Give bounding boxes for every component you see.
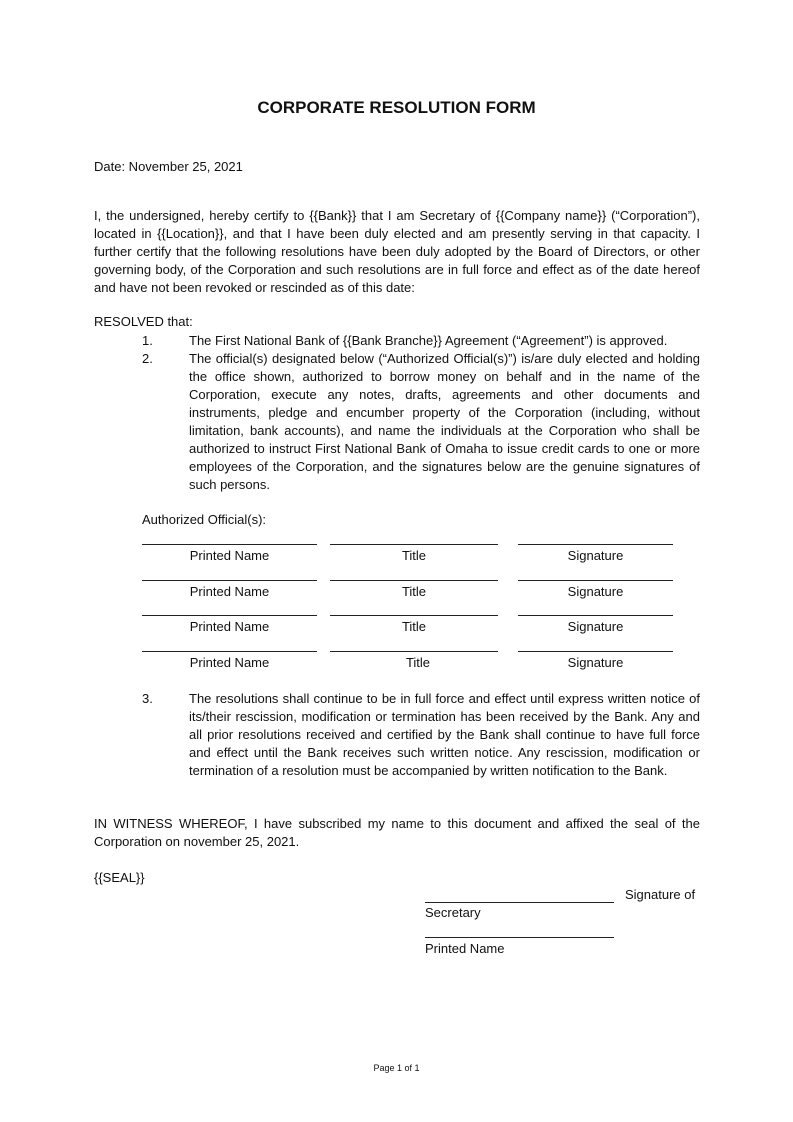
witness-paragraph: IN WITNESS WHEREOF, I have subscribed my name to this document and affixed the seal of the Corporation on november 25, 2021. [94,816,700,849]
secretary-label: Secretary [425,905,481,920]
item-text: The First National Bank of {{Bank Branche}} Agreement (“Agreement”) is approved. [189,333,668,348]
signature-line [330,544,498,545]
signature-line [518,544,673,545]
signature-row [0,580,793,616]
page-footer: Page 1 of 1 [373,1063,420,1073]
title-label: Title [401,584,427,599]
secretary-signature-line [425,902,614,903]
signature-row [0,544,793,580]
item-number: 1. [142,333,153,348]
authorized-officials-label: Authorized Official(s): [142,512,267,527]
title-label: Title [405,655,431,670]
page-title: CORPORATE RESOLUTION FORM [257,98,536,117]
signature-row [0,615,793,651]
secretary-printed-name-label: Printed Name [425,941,505,956]
signature-line [142,651,317,652]
signature-of-label: Signature of [625,887,696,902]
date-line: Date: November 25, 2021 [94,159,243,174]
signature-line [142,615,317,616]
signature-line [518,651,673,652]
signature-row [0,651,793,687]
printed-name-label: Printed Name [189,619,270,634]
seal-placeholder: {{SEAL}} [94,870,145,885]
signature-line [330,580,498,581]
item-number: 2. [142,351,153,366]
signature-label: Signature [567,619,624,634]
signature-line [518,615,673,616]
printed-name-label: Printed Name [189,584,270,599]
signature-line [518,580,673,581]
item-number: 3. [142,691,153,706]
title-label: Title [401,548,427,563]
signature-line [330,651,498,652]
signature-label: Signature [567,548,624,563]
signature-line [330,615,498,616]
item-text: The resolutions shall continue to be in full force and effect until express written notice of its/their rescission, modification or termination has been received by the Bank. Any and all prior resolutions received and certified by the Bank shall continue to have full force and effect until the Bank receives such written notice. Any rescission, modification or termination of a resolution must be accompanied by written notification to the Bank. [189,691,700,778]
resolved-heading: RESOLVED that: [94,314,193,329]
printed-name-label: Printed Name [189,655,270,670]
printed-name-line [425,937,614,938]
title-label: Title [401,619,427,634]
signature-line [142,544,317,545]
signature-label: Signature [567,584,624,599]
printed-name-label: Printed Name [189,548,270,563]
signature-label: Signature [567,655,624,670]
item-text: The official(s) designated below (“Authorized Official(s)”) is/are duly elected and holding the office shown, authorized to borrow money on behalf and in the name of the Corporation, execute any notes, drafts, agreements and other documents and instruments, pledge and encumber property of the Corporation (including, without limitation, bank accounts), and name the individuals at the Corporation who shall be authorized to instruct First National Bank of Omaha to issue credit cards to one or more employees of the Corporation, and the signatures below are the genuine signatures of such persons. [189,351,700,492]
signature-line [142,580,317,581]
intro-paragraph: I, the undersigned, hereby certify to {{Bank}} that I am Secretary of {{Company name}} (“Corporation”), located in {{Location}}, and that I have been duly elected and am presently serving in that capacity. I further certify that the following resolutions have been duly adopted by the Board of Directors, or other governing body, of the Corporation and such resolutions are in full force and effect as of the date hereof and have not been revoked or rescinded as of this date: [94,208,700,295]
